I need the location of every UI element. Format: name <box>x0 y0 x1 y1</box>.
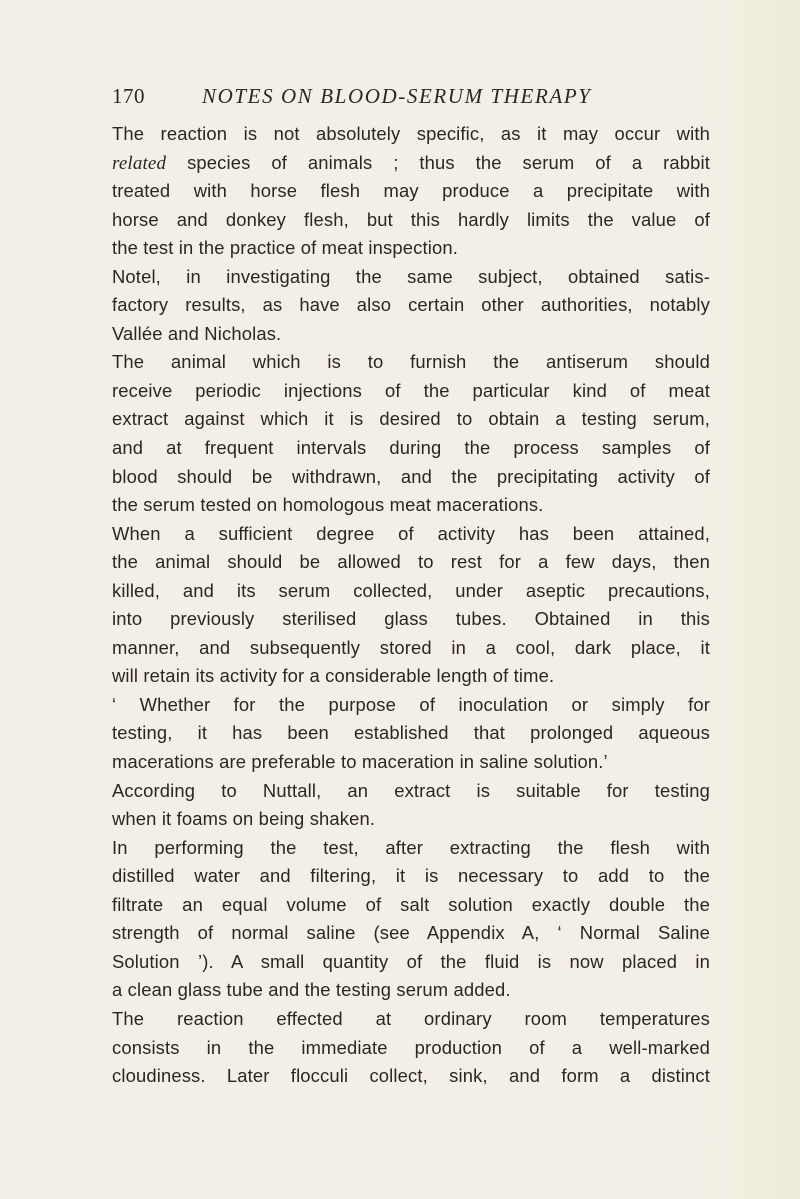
text-line: and at frequent intervals during the process samples of <box>112 437 710 459</box>
text-line: distilled water and filtering, it is necessary to add to the <box>112 865 710 887</box>
text-line: cloudiness. Later flocculi collect, sink, and form a distinct <box>112 1065 710 1087</box>
text-line: manner, and subsequently stored in a cool, dark place, it <box>112 636 710 658</box>
text-line: In performing the test, after extracting the flesh with <box>112 836 710 858</box>
text-line: extract against which it is desired to obtain a testing serum, <box>112 408 710 430</box>
text-line: related species of animals ; thus the serum of a rabbit <box>112 151 711 174</box>
text-line: consists in the immediate production of a well-marked <box>112 1036 710 1058</box>
text-line: macerations are preferable to maceration in saline solution.’ <box>112 751 608 773</box>
text-line: killed, and its serum collected, under aseptic precautions, <box>112 579 710 601</box>
text-line: When a sufficient degree of activity has been attained, <box>112 522 710 544</box>
running-title: NOTES ON BLOOD-SERUM THERAPY <box>202 84 592 108</box>
page-number: 170 <box>112 84 145 108</box>
text-line: testing, it has been established that prolonged aqueous <box>112 722 710 744</box>
text-line: the serum tested on homologous meat macerations. <box>112 494 544 516</box>
text-line: Solution ’). A small quantity of the fluid is now placed in <box>112 950 710 972</box>
text-line: treated with horse flesh may produce a precipitate with <box>112 180 710 202</box>
text-line: The animal which is to furnish the antiserum should <box>112 351 710 373</box>
text-line: the test in the practice of meat inspection. <box>112 237 458 259</box>
text-line: blood should be withdrawn, and the precipitating activity of <box>112 465 710 487</box>
text-line: The reaction effected at ordinary room temperatures <box>112 1007 710 1029</box>
text-line: factory results, as have also certain other authorities, notably <box>112 294 710 316</box>
text-line: will retain its activity for a considerable length of time. <box>112 665 555 687</box>
text-line: ‘ Whether for the purpose of inoculation or simply for <box>112 693 710 715</box>
text-line: into previously sterilised glass tubes. Obtained in this <box>112 608 710 630</box>
text-line: According to Nuttall, an extract is suitable for testing <box>112 779 710 801</box>
text-line: the animal should be allowed to rest for a few days, then <box>112 551 710 573</box>
text-line: receive periodic injections of the particular kind of meat <box>112 379 710 401</box>
text-line: horse and donkey flesh, but this hardly limits the value of <box>112 208 710 230</box>
text-line: strength of normal saline (see Appendix A, ‘ Normal Saline <box>112 922 710 944</box>
text-line: The reaction is not absolutely specific, as it may occur with <box>112 123 710 144</box>
italic-word: related <box>112 152 167 174</box>
page-header <box>112 84 712 112</box>
text-line: Notel, in investigating the same subject, obtained satis- <box>112 265 710 287</box>
text-line: Vallée and Nicholas. <box>112 322 282 344</box>
text-line: a clean glass tube and the testing serum added. <box>112 979 511 1001</box>
body-text <box>112 120 710 1091</box>
text-line: when it foams on being shaken. <box>112 808 376 830</box>
text-line: filtrate an equal volume of salt solution exactly double the <box>112 893 710 915</box>
